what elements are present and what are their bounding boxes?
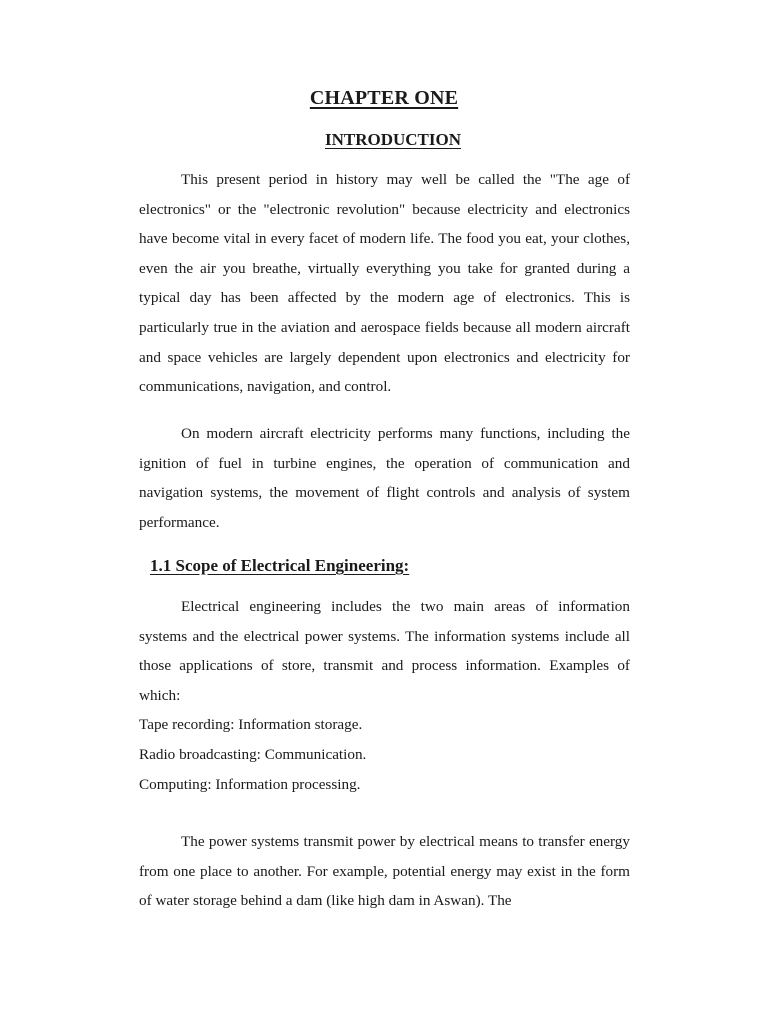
example-item: Tape recording: Information storage. xyxy=(139,716,363,734)
paragraph-3-block xyxy=(139,592,630,799)
chapter-title: CHAPTER ONE xyxy=(309,87,459,109)
paragraph-1: This present period in history may well be called the "The age of electronics" or the "electronic revolution" because electricity and electronics have become vital in every facet of modern life. The food you eat, your clothes, even the air you breathe, virtually everything you take for granted during a typical day has been affected by the modern age of electronics. This is particularly true in the aviation and aerospace fields because all modern aircraft and space vehicles are largely dependent upon electronics and electricity for communications, navigation, and control. xyxy=(139,171,630,396)
paragraph-2: On modern aircraft electricity performs many functions, including the ignition of fuel in turbine engines, the operation of communication and navigation systems, the movement of flight controls and analysis of system performance. xyxy=(139,425,630,531)
paragraph-4: The power systems transmit power by electrical means to transfer energy from one place to another. For example, potential energy may exist in the form of water storage behind a dam (like high dam in Aswan). The xyxy=(139,833,630,910)
paragraph-3: Electrical engineering includes the two main areas of information systems and the electrical power systems. The information systems include all those applications of store, transmit and process information. Examples of which: xyxy=(139,598,630,704)
example-item: Radio broadcasting: Communication. xyxy=(139,745,367,763)
section-title: INTRODUCTION xyxy=(324,130,462,149)
subheading-scope: 1.1 Scope of Electrical Engineering: xyxy=(150,556,410,575)
example-item: Computing: Information processing. xyxy=(139,775,361,793)
